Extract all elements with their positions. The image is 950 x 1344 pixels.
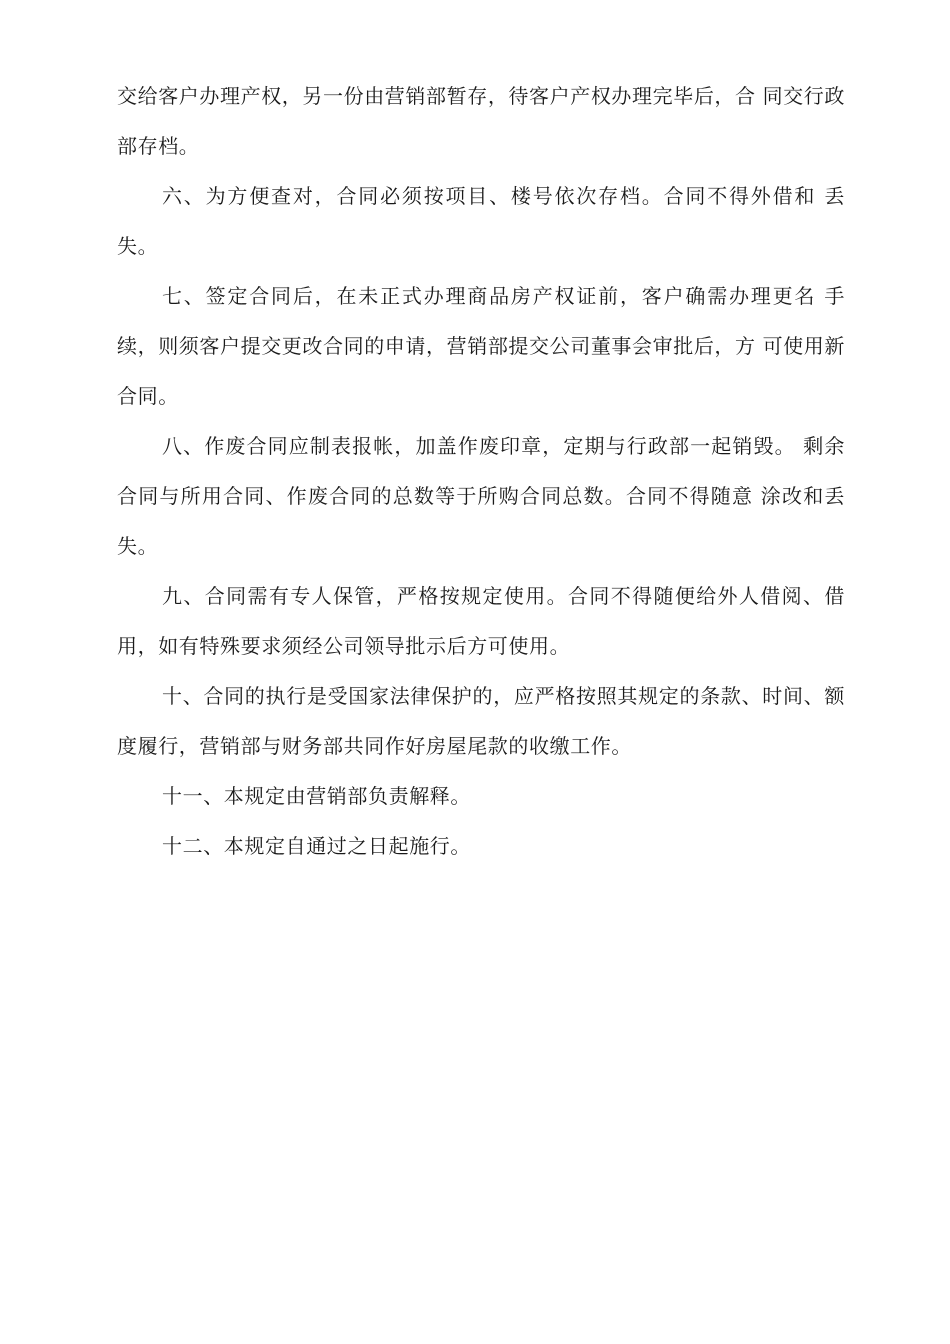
document-body [117,71,845,871]
paragraph-article-nine: 九、合同需有专人保管，严格按规定使用。合同不得随便给外人借阅、借用，如有特殊要求须经公司领导批示后方可使用。 [117,584,845,658]
paragraph-article-six: 六、为方便查对，合同必须按项目、楼号依次存档。合同不得外借和 丢失。 [117,184,845,258]
paragraph-article-eleven: 十一、本规定由营销部负责解释。 [162,784,471,808]
paragraph-continued: 交给客户办理产权，另一份由营销部暂存，待客户产权办理完毕后，合 同交行政部存档。 [117,84,845,158]
paragraph-article-eight: 八、作废合同应制表报帐，加盖作废印章，定期与行政部一起销毁。 剩余合同与所用合同、作废合同的总数等于所购合同总数。合同不得随意 涂改和丢失。 [117,434,845,558]
paragraph-article-seven: 七、签定合同后，在未正式办理商品房产权证前，客户确需办理更名 手续，则须客户提交更改合同的申请，营销部提交公司董事会审批后，方 可使用新合同。 [117,284,845,408]
paragraph-article-twelve: 十二、本规定自通过之日起施行。 [162,834,471,858]
paragraph-article-ten: 十、合同的执行是受国家法律保护的，应严格按照其规定的条款、时间、额度履行，营销部与财务部共同作好房屋尾款的收缴工作。 [117,684,845,758]
